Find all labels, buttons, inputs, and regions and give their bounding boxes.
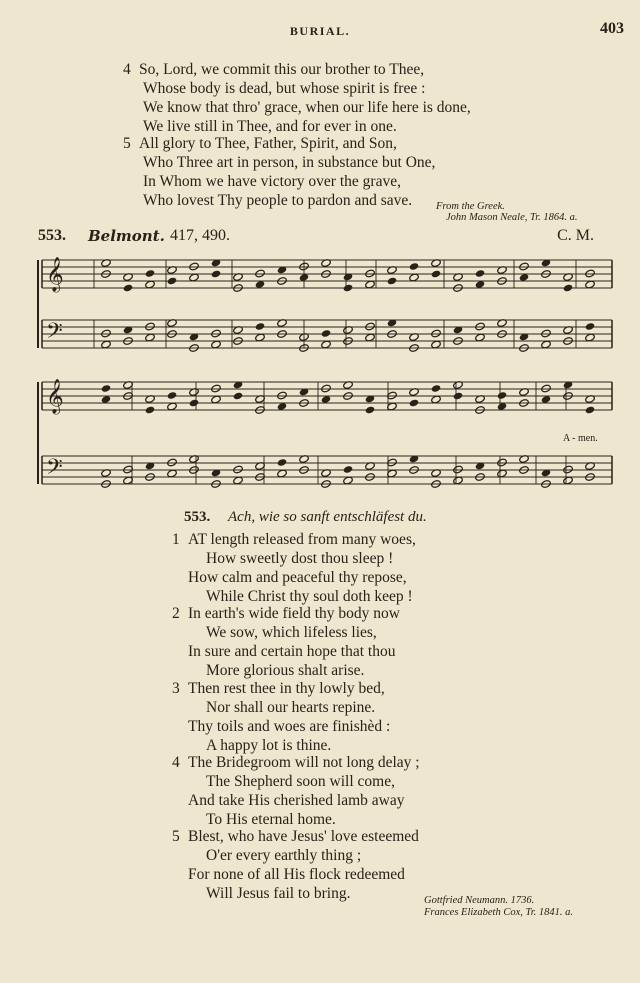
hymn-stanza-3 [172, 679, 390, 755]
note-head [211, 270, 222, 279]
stanza-line: Who lovest Thy people to pardon and save. [143, 192, 413, 209]
note-head [343, 465, 354, 474]
note-head [541, 384, 552, 393]
stanza-line: We live still in Thee, and for ever in one. [143, 118, 397, 135]
note-head [321, 384, 332, 393]
hymn-stanza-2 [172, 604, 400, 680]
stanza-line: A happy lot is thine. [206, 737, 332, 754]
note-head [167, 458, 178, 467]
note-head [387, 277, 398, 286]
stanza-line: Will Jesus fail to bring. [206, 885, 351, 902]
stanza-line: All glory to Thee, Father, Spirit, and Son, [139, 135, 397, 152]
stanza-line: Who Three art in person, in substance but One, [143, 154, 436, 171]
stanza-number: 2 [172, 605, 180, 622]
tune-cross-references: 417, 490. [170, 227, 230, 244]
note-head [453, 392, 464, 401]
note-head [541, 329, 552, 338]
note-head [409, 262, 420, 271]
prev-stanza-4 [123, 60, 471, 136]
note-head [277, 391, 288, 400]
bass-clef-icon: 𝄢 [46, 455, 63, 484]
note-head [497, 458, 508, 467]
note-head [585, 322, 596, 331]
prev-stanza-5 [123, 134, 435, 210]
note-head [585, 269, 596, 278]
note-head [431, 329, 442, 338]
stanza-line: AT length released from many woes, [188, 531, 416, 548]
note-head [145, 406, 156, 415]
stanza-line: In sure and certain hope that thou [188, 643, 396, 660]
stanza-line: We know that thro' grace, when our life here is done, [143, 99, 471, 116]
stanza-line: How sweetly dost thou sleep ! [206, 550, 394, 567]
note-head [343, 284, 354, 293]
note-head [189, 262, 200, 271]
stanza-line: While Christ thy soul doth keep ! [206, 588, 413, 605]
tune-heading [38, 227, 598, 247]
note-head [145, 269, 156, 278]
note-head [233, 465, 244, 474]
note-head [453, 465, 464, 474]
note-head [277, 458, 288, 467]
stanza-number: 1 [172, 531, 180, 548]
note-head [409, 399, 420, 408]
stanza-line: In Whom we have victory over the grave, [143, 173, 401, 190]
note-head [585, 406, 596, 415]
note-head [189, 399, 200, 408]
translator-attribution: John Mason Neale, Tr. 1864. a. [446, 212, 578, 223]
note-head [255, 322, 266, 331]
stanza-line: How calm and peaceful thy repose, [188, 569, 407, 586]
stanza-line: In earth's wide field thy body now [188, 605, 400, 622]
note-head [431, 384, 442, 393]
stanza-line: So, Lord, we commit this our brother to Thee, [139, 61, 425, 78]
note-head [167, 391, 178, 400]
note-head [563, 284, 574, 293]
note-head [211, 329, 222, 338]
note-head [365, 269, 376, 278]
tune-number: 553. [38, 227, 66, 244]
stanza-line: For none of all His flock redeemed [188, 866, 405, 883]
tune-name: Belmont. [88, 227, 165, 245]
stanza-line: O'er every earthly thing ; [206, 847, 362, 864]
author-attribution: Gottfried Neumann. 1736. [424, 895, 535, 906]
hymn-stanza-1 [172, 530, 416, 606]
note-head [101, 329, 112, 338]
note-head [519, 262, 530, 271]
stanza-line: Thy toils and woes are finishèd : [188, 718, 391, 735]
note-head [145, 322, 156, 331]
source-attribution: From the Greek. [436, 201, 505, 212]
note-head [365, 322, 376, 331]
note-head [255, 269, 266, 278]
hymn-stanza-5 [172, 827, 419, 903]
hymn-stanza-4 [172, 753, 420, 829]
amen-lyric: A - men. [563, 433, 598, 444]
stanza-number: 5 [172, 828, 180, 845]
note-head [431, 270, 442, 279]
stanza-number: 3 [172, 680, 180, 697]
stanza-line: More glorious shalt arise. [206, 662, 365, 679]
stanza-line: To His eternal home. [206, 811, 336, 828]
music-score [36, 250, 614, 500]
note-head [321, 329, 332, 338]
hymn-heading [184, 509, 427, 526]
translator-attribution: Frances Elizabeth Cox, Tr. 1841. a. [424, 907, 574, 918]
note-head [365, 406, 376, 415]
note-head [167, 277, 178, 286]
running-header: BURIAL. [289, 24, 351, 38]
stanza-line: Nor shall our hearts repine. [206, 699, 376, 716]
treble-clef-icon: 𝄞 [46, 258, 64, 291]
stanza-number: 5 [123, 135, 131, 152]
note-head [475, 269, 486, 278]
hymn-title: Ach, wie so sanft entschläfest du. [228, 509, 427, 525]
note-head [233, 392, 244, 401]
note-head [101, 384, 112, 393]
note-head [123, 284, 134, 293]
stanza-line: And take His cherished lamb away [188, 792, 405, 809]
stanza-line: Then rest thee in thy lowly bed, [188, 680, 385, 697]
note-head [563, 465, 574, 474]
note-head [475, 322, 486, 331]
stanza-number: 4 [172, 754, 180, 771]
bass-clef-icon: 𝄢 [46, 319, 63, 348]
stanza-line: Whose body is dead, but whose spirit is free : [143, 80, 426, 97]
page-number: 403 [600, 20, 624, 37]
note-head [211, 384, 222, 393]
stanza-number: 4 [123, 61, 131, 78]
treble-clef-icon: 𝄞 [46, 380, 64, 413]
hymn-number: 553. [184, 509, 211, 525]
tune-meter: C. M. [557, 227, 594, 244]
stanza-line: Blest, who have Jesus' love esteemed [188, 828, 419, 845]
note-head [497, 391, 508, 400]
stanza-line: The Bridegroom will not long delay ; [188, 754, 420, 771]
stanza-line: We sow, which lifeless lies, [206, 624, 377, 641]
stanza-line: The Shepherd soon will come, [206, 773, 395, 790]
